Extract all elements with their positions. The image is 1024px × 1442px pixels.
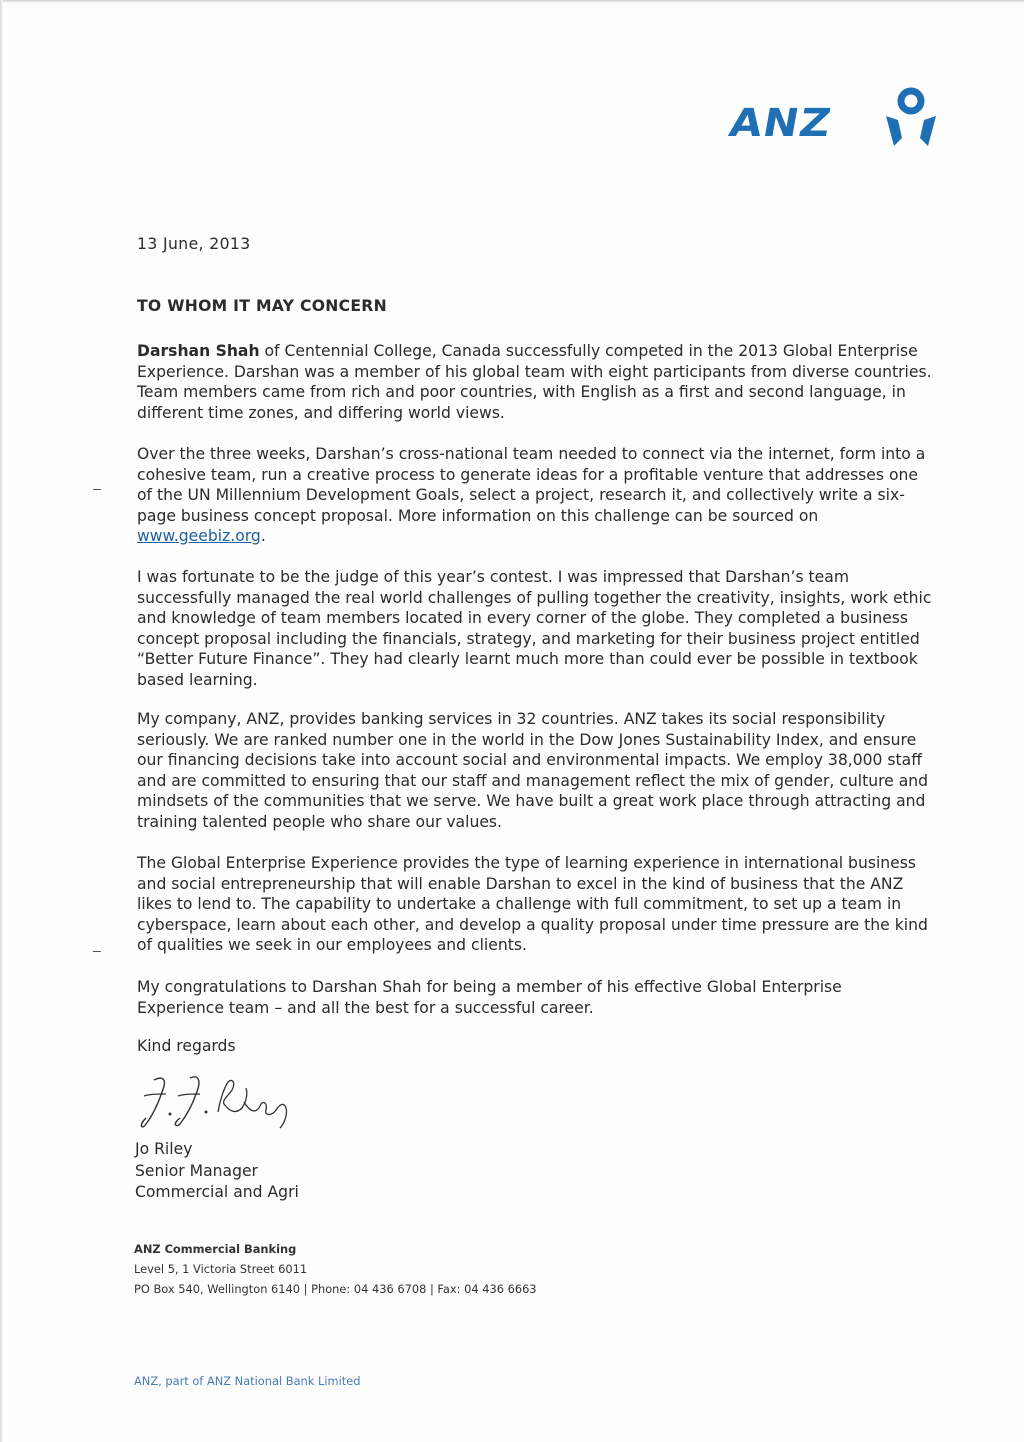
scan-edge	[0, 0, 3, 1442]
paragraph-challenge-end: .	[260, 527, 266, 545]
signer-title: Senior Manager	[135, 1161, 258, 1180]
candidate-name: Darshan Shah	[137, 342, 260, 360]
anz-logo	[726, 86, 940, 152]
signer-department: Commercial and Agri	[135, 1183, 299, 1201]
signer-block	[135, 1139, 299, 1204]
paragraph-judge: I was fortunate to be the judge of this year’s contest. I was impressed that Darshan’s team successfully managed the real world challenges of pulling together the creativity, insights, work ethic and knowledge of team members located in every corner of the globe. They completed a business concept proposal including the financials, strategy, and marketing for their business project entitled “Better Future Finance”. They had clearly learnt much more than could ever be possible in textbook based learning.	[137, 568, 932, 689]
salutation: TO WHOM IT MAY CONCERN	[137, 297, 387, 315]
paragraph-congratulations: My congratulations to Darshan Shah for being a member of his effective Global Enterprise Experience team – and all the best for a successful career.	[137, 978, 842, 1017]
footer-org: ANZ Commercial Banking	[134, 1242, 297, 1256]
paragraph-intro-text: of Centennial College, Canada successfully competed in the 2013 Global Enterprise Experience. Darshan was a member of his global team with eight participants from diverse countries. Team members came from rich and poor countries, with English as a first and second language, in different time zones, and differing world views.	[137, 342, 932, 422]
footer-address	[134, 1240, 537, 1299]
footer-tagline: ANZ, part of ANZ National Bank Limited	[134, 1374, 361, 1388]
scan-edge	[0, 0, 1024, 3]
signer-name: Jo Riley	[135, 1140, 193, 1158]
anz-people-icon	[880, 86, 942, 152]
handwritten-signature	[140, 1072, 330, 1134]
paragraph-company: My company, ANZ, provides banking services in 32 countries. ANZ takes its social responsibility seriously. We are ranked number one in the world in the Dow Jones Sustainability Index, and ensure our financing decisions take into account social and environmental impacts. We employ 38,000 staff and are committed to ensuring that our staff and management reflect the mix of gender, culture and mindsets of the communities that we serve. We have built a great work place through attracting and training talented people who share our values.	[137, 710, 929, 831]
margin-mark	[93, 951, 101, 952]
footer-address-line-2: PO Box 540, Wellington 6140 | Phone: 04 436 6708 | Fax: 04 436 6663	[134, 1281, 537, 1296]
paragraph-challenge	[137, 444, 933, 547]
footer-address-line-1: Level 5, 1 Victoria Street 6011	[134, 1261, 308, 1276]
geebiz-link[interactable]: www.geebiz.org	[137, 527, 261, 545]
logo-text: ANZ	[726, 100, 836, 146]
letter-date: 13 June, 2013	[137, 235, 251, 253]
paragraph-intro	[137, 341, 933, 423]
closing: Kind regards	[137, 1037, 236, 1055]
paragraph-challenge-text: Over the three weeks, Darshan’s cross-national team needed to connect via the internet, form into a cohesive team, run a creative process to generate ideas for a profitable venture that addresses one of the UN Millennium Development Goals, select a project, research it, and collectively write a six-page business concept proposal. More information on this challenge can be sourced on	[137, 445, 926, 525]
paragraph-experience: The Global Enterprise Experience provides the type of learning experience in international business and social entrepreneurship that will enable Darshan to excel in the kind of business that the ANZ likes to lend to. The capability to undertake a challenge with full commitment, to set up a team in cyberspace, learn about each other, and develop a quality proposal under time pressure are the kind of qualities we seek in our employees and clients.	[137, 854, 928, 954]
margin-mark	[93, 489, 101, 490]
